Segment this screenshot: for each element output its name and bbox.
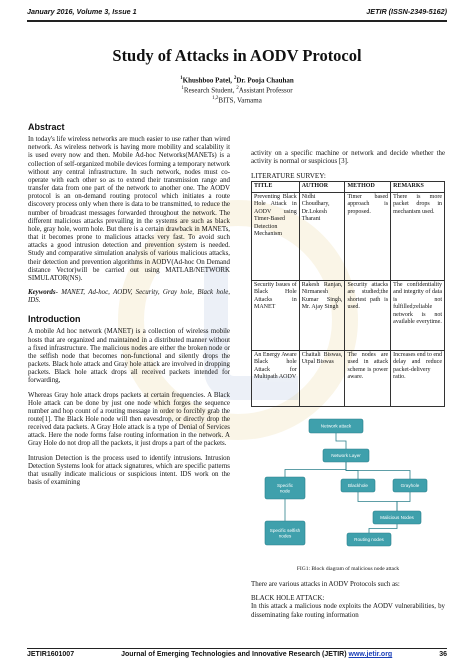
table-cell: An Energy Aware Black hole Attack for Multipath AODV xyxy=(252,350,300,406)
diagram-edge xyxy=(285,462,346,477)
header-issn: JETIR (ISSN-2349-5162) xyxy=(366,7,447,16)
footer-journal-link[interactable]: www.jetir.org xyxy=(348,651,393,658)
table-row xyxy=(252,350,445,406)
role-sup: 2 xyxy=(236,85,239,91)
diagram-node-label: Grayhole xyxy=(400,483,420,489)
role-2: Assistant Professor xyxy=(238,86,293,95)
running-header xyxy=(27,7,447,21)
author-names xyxy=(0,75,474,85)
header-issue: January 2016, Volume 3, Issue 1 xyxy=(27,7,137,16)
table-cell: Nidhi Choudhary, Dr.Lokesh Tharani xyxy=(299,192,345,280)
introduction-heading: Introduction xyxy=(28,314,81,325)
table-cell: Chaitali Biswas, Utpal Biswas xyxy=(299,350,345,406)
continuation-text: activity on a specific machine or network and decide whether the activity is normal or suspicious [3]. xyxy=(251,150,445,166)
footer-page-number: 36 xyxy=(439,651,447,658)
table-cell: Rakesh Ranjan, Nirmanesh Kumar Singh, Mr. Ajay Singh xyxy=(299,280,345,350)
diagram-node-label: Blackhole xyxy=(348,483,368,489)
table-cell: Timer based approach is proposed. xyxy=(345,192,391,280)
author-sup: 1 xyxy=(180,76,183,81)
attacks-intro: There are various attacks in AODV Protocols such as: xyxy=(251,581,400,589)
author-block xyxy=(0,75,474,105)
intro-paragraph-3: Intrusion Detection is the process used to identify intrusions. Intrusion Detection Systems look for attack signatures, which are specific patterns that usually indicate malicious or suspicious intent. IDS work on the basis of examining xyxy=(28,454,230,487)
table-cell: There is more packet drops in mechanism used. xyxy=(391,192,445,280)
keywords-text: - MANET, Ad-hoc, AODV, Security, Gray hole, Black hole, IDS. xyxy=(28,288,230,305)
table-cell: Security Issues of Black Hole Attacks in MANET xyxy=(252,280,300,350)
table-header-cell: REMARKS xyxy=(391,182,445,193)
table-header-cell: TITLE xyxy=(252,182,300,193)
role-1: Research Student, xyxy=(183,86,235,95)
diagram-node-label: Routing nodes xyxy=(354,537,384,543)
diagram-edge xyxy=(397,492,410,511)
figure-caption: FIG1: Block diagram of malicious node attack xyxy=(296,565,400,572)
right-column xyxy=(251,150,445,626)
intro-paragraph-2: Whereas Gray hole attack drops packets at certain frequencies. A Black Hole attack can be done by just one node which forges the sequence number and hop count of a routing message in order to forcibly grab the route[1]. The Black Hole node will then eavesdrop, or directly drop the received data packets. A Gray Hole attack is a type of Denial of Services attack. Here the node forms false routing information in the network. A Gray Hole do not drop all the packets, it just drops a part of the packets. xyxy=(28,391,230,448)
author-affiliation xyxy=(0,95,474,105)
author-sup: 2 xyxy=(233,76,237,81)
author-roles xyxy=(0,85,474,95)
running-footer xyxy=(27,651,447,658)
author-1: Khushboo Patel, xyxy=(182,76,233,85)
footer-rule xyxy=(27,648,447,649)
table-cell: The nodes are used in attack scheme is power aware. xyxy=(345,350,391,406)
footer-journal-name: Journal of Emerging Technologies and Innovative Research (JETIR) xyxy=(121,651,347,658)
diagram-nodes xyxy=(265,419,427,546)
footer-paper-id: JETIR1601007 xyxy=(27,651,75,658)
diagram-edge xyxy=(346,462,410,479)
abstract-heading: Abstract xyxy=(28,122,65,132)
black-hole-text: In this attack a malicious node exploits the AODV vulnerabilities, by disseminating fake routing information xyxy=(251,603,445,619)
table-header-row xyxy=(252,182,445,193)
table-header-cell: METHOD xyxy=(345,182,391,193)
table-cell: Security attacks are studied;the shortest path is used. xyxy=(345,280,391,350)
keywords xyxy=(28,289,230,305)
table-cell: Increases end to end delay and reduce packet-delivery ratio. xyxy=(391,350,445,406)
intro-paragraph-1: A mobile Ad hoc network (MANET) is a collection of wireless mobile hosts that are organized and maintained in a distributed manner without a fixed infrastructure. The malicious nodes are either the broken node or the selfish node that becomes non-functional and silently drops the packets. Black hole attack and Gray hole attack are involved in dropping packets. Black hole attack drops all received packets intended for forwarding, xyxy=(28,328,230,385)
diagram-node-label: Specific node xyxy=(276,482,294,494)
diagram-node-label: Specific selfish nodes xyxy=(269,527,301,539)
affiliation: BITS, Varnama xyxy=(218,96,262,105)
left-column xyxy=(28,123,230,493)
diagram-edge xyxy=(369,524,397,533)
diagram-edge xyxy=(358,492,397,511)
table-header-cell: AUTHOR xyxy=(299,182,345,193)
diagram-node-label: Network attack xyxy=(320,423,352,429)
literature-survey-table xyxy=(251,181,445,407)
diagram-svg xyxy=(251,415,445,563)
table-cell: Preventing Black Hole Attack in AODV using Timer-Based Detection Mechanism xyxy=(252,192,300,280)
table-cell: The confidentiality and integrity of data is not fulfilled;reliable network is not available everytime. xyxy=(391,280,445,350)
author-2: Dr. Pooja Chauhan xyxy=(236,76,294,85)
diagram-edge xyxy=(336,433,346,449)
literature-survey-label: LITERATURE SURVEY: xyxy=(251,172,326,181)
keywords-label: Keywords xyxy=(28,288,56,296)
table-row xyxy=(252,192,445,280)
malicious-node-diagram xyxy=(251,415,445,563)
footer-journal xyxy=(121,651,392,658)
role-sup: 1 xyxy=(181,85,184,91)
paper-title: Study of Attacks in AODV Protocol xyxy=(112,46,362,65)
diagram-node-label: Malicious Nodes xyxy=(380,515,414,521)
diagram-node-label: Network Layer xyxy=(331,453,361,459)
header-rule xyxy=(27,20,447,22)
table-row xyxy=(252,280,445,350)
affiliation-sup: 1,2 xyxy=(212,95,219,101)
black-hole-heading: BLACK HOLE ATTACK: xyxy=(251,595,325,603)
abstract-body: In today's life wireless networks are much easier to use rather than wired network. As wireless network is having more mobility and scalability it is used every now and then. Mobile Ad-hoc Networks(MANETs) is a collection of self-organized mobile devices forming a temporary network without any central infrastructure. In such network, nodes must co-operate with each other so as to extend their transmission range and transfer data from one part of the network to another one. The AODV protocol is an on-demand routing protocol which initiates a route discovery process only when there is data to be transmitted, to reduce the number of broadcast messages forwarded throughout the network. The different malicious attacks prevailing in the systems are such as black hole, gray hole, worm hole. But there is a certain drawback in MANETs, that it becomes prone to malicious attacks very fast. To avoid such attacks a good intrusion detection and prevention system is needed. Study and comparative simulation analysis of various malicious attacks, their detection and prevention algorithms in AODV(Ad-hoc On Demand distance Vector)will be carried out using MATLAB/NETWORK SIMULATOR(NS). xyxy=(28,136,230,282)
